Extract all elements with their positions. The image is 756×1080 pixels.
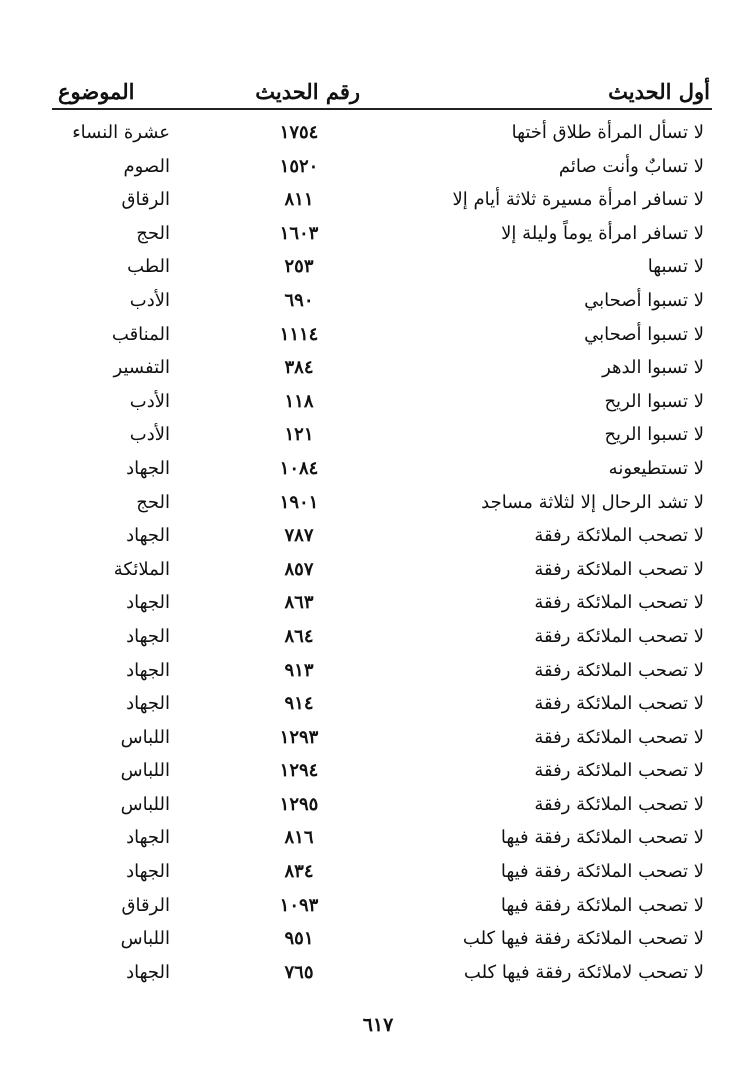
hadith-number: ١٢١ xyxy=(284,424,314,446)
table-row xyxy=(52,721,712,755)
table-row xyxy=(52,318,712,352)
hadith-number: ٨٥٧ xyxy=(284,558,314,580)
hadith-topic: الجهاد xyxy=(126,525,170,547)
hadith-topic: اللباس xyxy=(120,793,170,815)
hadith-first-words: لا تسأل المرأة طلاق أختها xyxy=(511,122,704,143)
hadith-number: ١٢٩٥ xyxy=(279,793,319,815)
hadith-topic: الجهاد xyxy=(126,625,170,647)
hadith-first-words: لا تسبوا الريح xyxy=(604,424,704,446)
hadith-topic: الجهاد xyxy=(126,659,170,681)
hadith-number: ٩١٣ xyxy=(284,659,314,681)
hadith-first-words: لا تصحب الملائكة رفقة فيها xyxy=(500,861,704,883)
hadith-topic: الجهاد xyxy=(126,861,170,883)
table-row xyxy=(52,956,712,990)
table-row xyxy=(52,351,712,385)
hadith-topic: الجهاد xyxy=(126,693,170,715)
hadith-first-words: لا تصحب الملائكة رفقة xyxy=(534,625,704,647)
hadith-topic: الرقاق xyxy=(121,894,170,916)
hadith-number: ٣٨٤ xyxy=(284,357,314,379)
table-row xyxy=(52,250,712,284)
hadith-topic: الملائكة xyxy=(113,558,170,580)
table-row xyxy=(52,855,712,889)
hadith-topic: اللباس xyxy=(120,760,170,782)
hadith-number: ٦٩٠ xyxy=(284,289,314,311)
table-row xyxy=(52,385,712,419)
hadith-number: ١١١٤ xyxy=(279,323,319,345)
hadith-number: ٨١١ xyxy=(284,189,314,211)
table-row xyxy=(52,418,712,452)
hadith-number: ٨٦٣ xyxy=(284,592,314,614)
hadith-topic: اللباس xyxy=(120,726,170,748)
hadith-topic: عشرة النساء xyxy=(72,122,170,143)
header-first-words: أول الحديث xyxy=(608,79,710,104)
hadith-number: ٧٦٥ xyxy=(284,961,314,983)
hadith-topic: الجهاد xyxy=(126,961,170,983)
hadith-topic: الحج xyxy=(136,222,170,244)
table-row xyxy=(52,150,712,184)
hadith-number: ١٠٨٤ xyxy=(279,457,319,479)
table-row xyxy=(52,788,712,822)
hadith-first-words: لا تسبوا الدهر xyxy=(602,357,704,379)
hadith-topic: الطب xyxy=(127,256,170,278)
hadith-first-words: لا تسبوا الريح xyxy=(604,390,704,412)
hadith-topic: الجهاد xyxy=(126,457,170,479)
hadith-first-words: لا تصحب لاملائكة رفقة فيها كلب xyxy=(463,961,704,983)
hadith-number: ١٢٩٣ xyxy=(279,726,319,748)
hadith-topic: اللباس xyxy=(120,928,170,950)
hadith-number: ١٠٩٣ xyxy=(279,894,319,916)
hadith-number: ١١٨ xyxy=(284,390,314,412)
hadith-first-words: لا تصحب الملائكة رفقة xyxy=(534,693,704,715)
table-row xyxy=(52,821,712,855)
table-body xyxy=(52,116,712,989)
table-row xyxy=(52,452,712,486)
hadith-first-words: لا تصحب الملائكة رفقة xyxy=(534,760,704,782)
hadith-number: ١٩٠١ xyxy=(279,491,319,513)
hadith-first-words: لا تسبوا أصحابي xyxy=(584,289,704,311)
hadith-topic: الجهاد xyxy=(126,592,170,614)
hadith-first-words: لا تسبها xyxy=(647,256,704,278)
table-row xyxy=(52,687,712,721)
hadith-topic: الأدب xyxy=(129,289,170,311)
table-row xyxy=(52,586,712,620)
hadith-first-words: لا تصحب الملائكة رفقة xyxy=(534,726,704,748)
hadith-topic: الصوم xyxy=(123,155,170,177)
hadith-number: ٨٦٤ xyxy=(284,625,314,647)
table-header xyxy=(52,72,712,112)
hadith-number: ١٥٢٠ xyxy=(279,155,319,177)
header-topic: الموضوع xyxy=(58,79,135,104)
hadith-first-words: لا تصحب الملائكة رفقة فيها xyxy=(500,894,704,916)
table-row xyxy=(52,754,712,788)
table-row xyxy=(52,183,712,217)
hadith-first-words: لا تصحب الملائكة رفقة فيها كلب xyxy=(462,928,704,950)
table-row xyxy=(52,116,712,150)
hadith-first-words: لا تصحب الملائكة رفقة xyxy=(534,793,704,815)
table-row xyxy=(52,889,712,923)
table-row xyxy=(52,519,712,553)
hadith-topic: الرقاق xyxy=(121,189,170,211)
hadith-topic: الجهاد xyxy=(126,827,170,849)
page-number: ٦١٧ xyxy=(362,1014,394,1036)
hadith-number: ٩١٤ xyxy=(284,693,314,715)
hadith-first-words: لا تسافر امرأة مسيرة ثلاثة أيام إلا xyxy=(452,189,704,211)
hadith-number: ١٧٥٤ xyxy=(279,122,319,143)
hadith-topic: الحج xyxy=(136,491,170,513)
hadith-first-words: لا تسابٌ وأنت صائم xyxy=(558,155,704,177)
hadith-first-words: لا تصحب الملائكة رفقة xyxy=(534,558,704,580)
hadith-number: ٩٥١ xyxy=(284,928,314,950)
hadith-number: ٧٨٧ xyxy=(284,525,314,547)
table-row xyxy=(52,620,712,654)
table-row xyxy=(52,553,712,587)
hadith-number: ١٦٠٣ xyxy=(279,222,319,244)
hadith-topic: الأدب xyxy=(129,424,170,446)
hadith-topic: التفسير xyxy=(113,357,170,379)
hadith-first-words: لا تسبوا أصحابي xyxy=(584,323,704,345)
hadith-topic: الأدب xyxy=(129,390,170,412)
hadith-first-words: لا تصحب الملائكة رفقة xyxy=(534,592,704,614)
table-row xyxy=(52,922,712,956)
hadith-topic: المناقب xyxy=(111,323,170,345)
table-row xyxy=(52,654,712,688)
hadith-first-words: لا تسافر امرأة يوماً وليلة إلا xyxy=(501,222,704,244)
hadith-first-words: لا تشد الرحال إلا لثلاثة مساجد xyxy=(481,491,704,513)
hadith-number: ١٢٩٤ xyxy=(279,760,319,782)
hadith-first-words: لا تصحب الملائكة رفقة xyxy=(534,525,704,547)
hadith-number: ٢٥٣ xyxy=(284,256,314,278)
header-hadith-number: رقم الحديث xyxy=(255,79,360,104)
hadith-first-words: لا تصحب الملائكة رفقة xyxy=(534,659,704,681)
header-divider xyxy=(52,108,712,110)
hadith-first-words: لا تصحب الملائكة رفقة فيها xyxy=(500,827,704,849)
table-row xyxy=(52,284,712,318)
table-row xyxy=(52,486,712,520)
hadith-first-words: لا تستطيعونه xyxy=(608,457,704,479)
hadith-number: ٨١٦ xyxy=(284,827,314,849)
hadith-number: ٨٣٤ xyxy=(284,861,314,883)
table-row xyxy=(52,217,712,251)
